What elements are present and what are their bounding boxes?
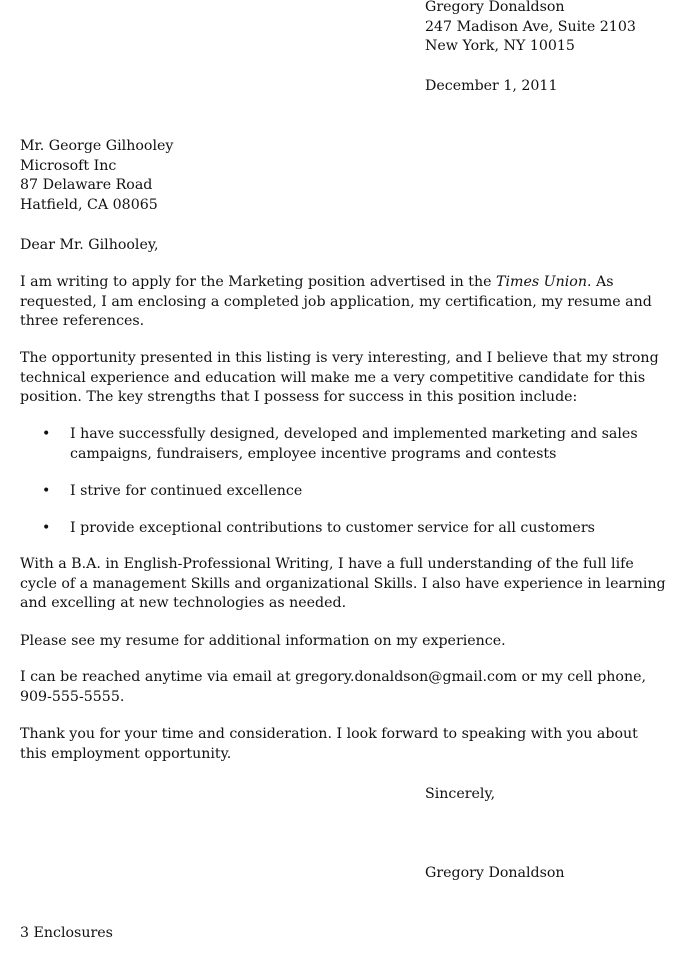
paragraph-opportunity bbox=[20, 349, 670, 408]
recipient-street: 87 Delaware Road bbox=[20, 177, 153, 194]
sender-name: Gregory Donaldson bbox=[425, 0, 565, 15]
signature-name: Gregory Donaldson bbox=[425, 865, 565, 881]
letter-date: December 1, 2011 bbox=[425, 78, 558, 94]
paragraph-thanks-line2: this employment opportunity. bbox=[20, 745, 232, 762]
list-item-text bbox=[70, 482, 670, 502]
sender-address-line1: 247 Madison Ave, Suite 2103 bbox=[425, 18, 636, 35]
sender-address-line2: New York, NY 10015 bbox=[425, 38, 575, 55]
publication-name: Times Union bbox=[496, 274, 587, 290]
list-item-line1: I have successfully designed, developed and implemented marketing and sales bbox=[70, 426, 638, 442]
list-item-text bbox=[70, 425, 670, 464]
paragraph-thanks bbox=[20, 725, 670, 764]
closing: Sincerely, bbox=[425, 786, 496, 802]
paragraph-contact-line2: 909-555-5555. bbox=[20, 688, 125, 705]
paragraph-qualifications bbox=[20, 555, 670, 614]
paragraph-intro bbox=[20, 273, 670, 332]
enclosures-note: 3 Enclosures bbox=[20, 925, 113, 941]
paragraph-resume: Please see my resume for additional information on my experience. bbox=[20, 633, 506, 649]
recipient-name: Mr. George Gilhooley bbox=[20, 138, 174, 154]
paragraph-opportunity-line1: The opportunity presented in this listing is very interesting, and I believe that my strong bbox=[20, 350, 659, 366]
list-item-line1: I provide exceptional contributions to customer service for all customers bbox=[70, 520, 595, 536]
salutation: Dear Mr. Gilhooley, bbox=[20, 237, 159, 253]
bullet-icon: • bbox=[42, 426, 51, 442]
sender-address-block bbox=[425, 0, 636, 57]
paragraph-opportunity-line3: position. The key strengths that I possess for success in this position include: bbox=[20, 389, 578, 406]
recipient-address-block bbox=[20, 137, 173, 215]
paragraph-intro-line2: requested, I am enclosing a completed job application, my certification, my resume and bbox=[20, 293, 652, 310]
paragraph-thanks-line1: Thank you for your time and consideration. I look forward to speaking with you about bbox=[20, 726, 638, 742]
bullet-icon: • bbox=[42, 520, 51, 536]
recipient-city: Hatfield, CA 08065 bbox=[20, 196, 158, 213]
list-item-line1: I strive for continued excellence bbox=[70, 483, 303, 499]
paragraph-intro-line1-end: . As bbox=[586, 274, 614, 290]
paragraph-intro-line3: three references. bbox=[20, 313, 145, 330]
bullet-icon: • bbox=[42, 483, 51, 499]
list-item-line2: campaigns, fundraisers, employee incentive programs and contests bbox=[70, 445, 557, 462]
paragraph-intro-line1-text: I am writing to apply for the Marketing position advertised in the bbox=[20, 274, 497, 290]
paragraph-qualifications-line2: cycle of a management Skills and organizational Skills. I also have experience in learning bbox=[20, 575, 666, 592]
paragraph-intro-line1 bbox=[20, 273, 670, 293]
recipient-company: Microsoft Inc bbox=[20, 157, 117, 174]
paragraph-opportunity-line2: technical experience and education will make me a very competitive candidate for this bbox=[20, 369, 646, 386]
list-item-text bbox=[70, 519, 670, 539]
paragraph-contact bbox=[20, 668, 670, 707]
paragraph-contact-line1: I can be reached anytime via email at gregory.donaldson@gmail.com or my cell phone, bbox=[20, 669, 647, 685]
paragraph-qualifications-line1: With a B.A. in English-Professional Writing, I have a full understanding of the full life bbox=[20, 556, 634, 572]
paragraph-qualifications-line3: and excelling at new technologies as needed. bbox=[20, 595, 347, 612]
